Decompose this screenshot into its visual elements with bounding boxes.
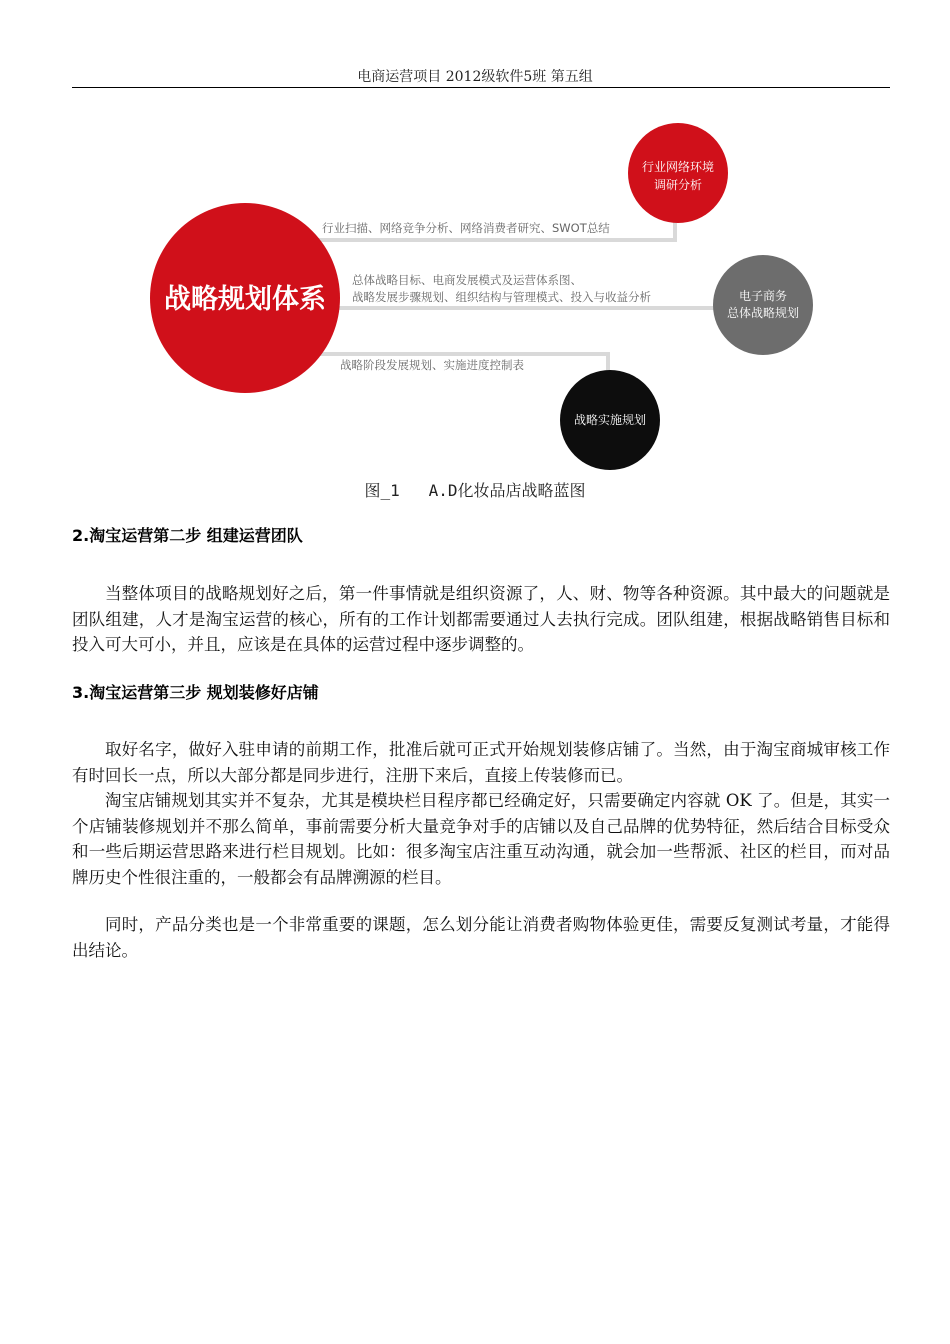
section-heading-team: 2.淘宝运营第二步 组建运营团队 [72,526,303,545]
strategy-diagram [140,118,820,478]
paragraph-store-2: 淘宝店铺规划其实并不复杂，尤其是模块栏目程序都已经确定好，只需要确定内容就 OK 了。但是，其实一个店铺装修规划并不那么简单，事前需要分析大量竞争对手的店铺以及自己品牌的优势特征，然后结合目标受众和一些后期运营思路来进行栏目规划。比如：很多淘宝店注重互动沟通，就会加一些帮派、社区的栏目，而对品牌历史个性很注重的，一般都会有品牌溯源的栏目。 [72,791,890,887]
center-label: 战略规划体系 [164,284,326,315]
page-header: 电商运营项目 2012级软件5班 第五组 [357,69,593,85]
node-research-label-2: 调研分析 [653,178,703,192]
node-ecommerce-label-2: 总体战略规划 [726,306,800,320]
paragraph-store-3: 同时，产品分类也是一个非常重要的课题，怎么划分能让消费者购物体验更佳，需要反复测试考量，才能得出结论。 [72,915,890,960]
header-rule [72,87,890,88]
connector-top-text: 行业扫描、网络竞争分析、网络消费者研究、SWOT总结 [322,221,610,235]
paragraph-store-1: 取好名字，做好入驻申请的前期工作，批准后就可正式开始规划装修店铺了。当然，由于淘宝商城审核工作有时回长一点，所以大部分都是同步进行，注册下来后，直接上传装修而已。 [72,740,890,785]
connector-bottom-text: 战略阶段发展规划、实施进度控制表 [340,358,524,372]
section-heading-store: 3.淘宝运营第三步 规划装修好店铺 [72,683,319,702]
connector-middle-text-1: 总体战略目标、电商发展模式及运营体系图、 [352,273,582,287]
node-ecommerce-label-1: 电子商务 [738,289,788,303]
figure-caption: 图_1 A.D化妆品店战略蓝图 [364,481,586,500]
node-research-label-1: 行业网络环境 [641,160,715,174]
node-ecommerce-circle [713,255,813,355]
connector-middle-text-2: 战略发展步骤规划、组织结构与管理模式、投入与收益分析 [352,290,651,304]
node-implementation-label: 战略实施规划 [573,413,647,427]
paragraph-team: 当整体项目的战略规划好之后，第一件事情就是组织资源了，人、财、物等各种资源。其中最大的问题就是团队组建，人才是淘宝运营的核心，所有的工作计划都需要通过人去执行完成。团队组建，根据战略销售目标和投入可大可小，并且，应该是在具体的运营过程中逐步调整的。 [72,584,890,654]
